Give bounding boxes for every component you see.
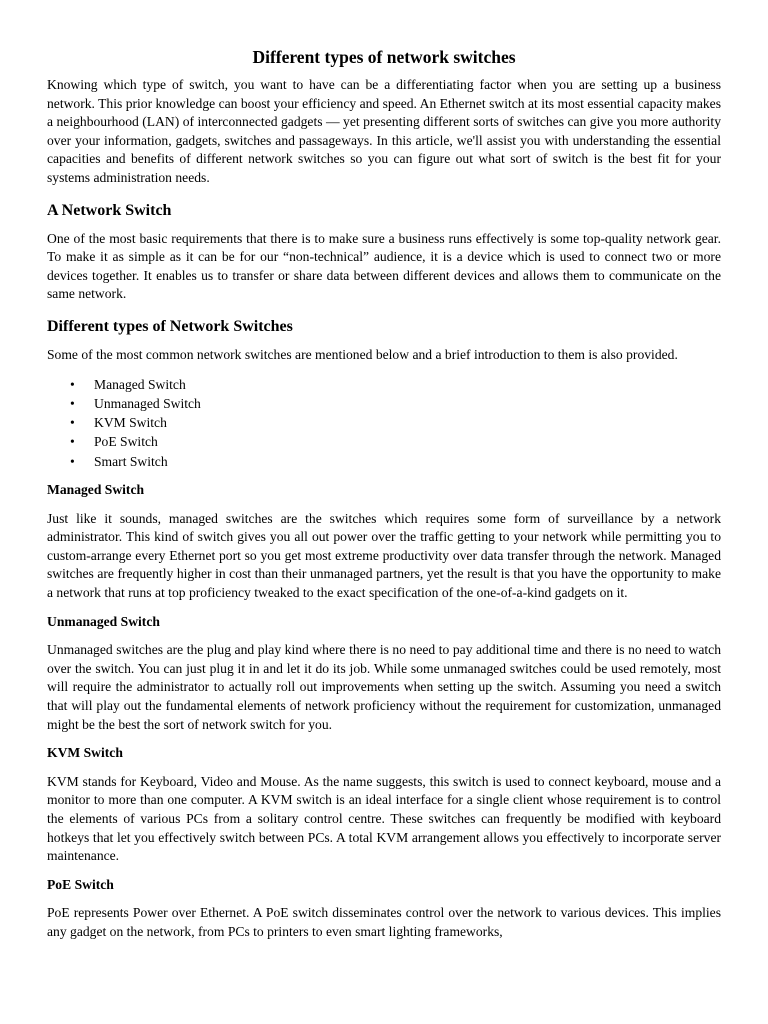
managed-switch-heading: Managed Switch	[47, 482, 145, 498]
bullet-icon: •	[70, 415, 75, 431]
list-item: • Unmanaged Switch	[47, 394, 721, 413]
unmanaged-switch-paragraph: Unmanaged switches are the plug and play kind where there is no need to pay additional time and there is no need to watch over the switch. You can just plug it in and let it do its job. While some unmanaged switches could be used remotely, most will require the administrator to actually roll out improvements when setting up the switch. Assuming you need a switch that will play out the fundamental elements of network proficiency without the requirement for customization, unmanaged might be the best the sort of network switch for you.	[47, 642, 721, 732]
list-item: • PoE Switch	[47, 432, 721, 451]
switch-types-list	[47, 375, 721, 471]
bullet-icon: •	[70, 453, 75, 469]
network-switch-heading: A Network Switch	[47, 201, 172, 219]
network-switch-paragraph: One of the most basic requirements that there is to make sure a business runs effectively is some top-quality network gear. To make it as simple as it can be for our “non-technical” audience, it is a device which is used to connect two or more devices together. It enables us to transfer or share data between different devices and allows them to communicate on the same network.	[47, 230, 721, 302]
unmanaged-switch-heading: Unmanaged Switch	[47, 613, 160, 629]
poe-switch-paragraph: PoE represents Power over Ethernet. A PoE switch disseminates control over the network to various devices. This implies any gadget on the network, from PCs to printers to even smart lighting frameworks,	[47, 905, 721, 939]
list-item: • Smart Switch	[47, 452, 721, 471]
bullet-icon: •	[70, 376, 75, 392]
kvm-switch-heading: KVM Switch	[47, 745, 123, 761]
list-item: • Managed Switch	[47, 375, 721, 394]
bullet-icon: •	[70, 434, 75, 450]
types-paragraph: Some of the most common network switches are mentioned below and a brief introduction to them is also provided.	[47, 346, 678, 362]
document-title: Different types of network switches	[252, 47, 516, 67]
list-item: • KVM Switch	[47, 413, 721, 432]
intro-paragraph: Knowing which type of switch, you want to have can be a differentiating factor when you are setting up a business network. This prior knowledge can boost your efficiency and speed. An Ethernet switch at its most essential capacity makes a neighbourhood (LAN) of interconnected gadgets — yet presenting different sorts of switches can give you more authority over your information, gadgets, switches and passageways. In this article, we'll assist you with understanding the essential capacities and benefits of different network switches so you can figure out what sort of switch is the best fit for your systems administration needs.	[47, 77, 721, 185]
kvm-switch-paragraph: KVM stands for Keyboard, Video and Mouse. As the name suggests, this switch is used to connect keyboard, mouse and a monitor to more than one computer. A KVM switch is an ideal interface for a single client whose requirement is to control the elements of various PCs from a solitary control centre. These switches can frequently be modified with keyboard hotkeys that let you effectively switch between PCs. A total KVM arrangement allows you effectively to incorporate server maintenance.	[47, 773, 721, 864]
bullet-icon: •	[70, 395, 75, 411]
poe-switch-heading: PoE Switch	[47, 876, 114, 892]
managed-switch-paragraph: Just like it sounds, managed switches are the switches which requires some form of surveillance by a network administrator. This kind of switch gives you all out power over the traffic getting to your network while permitting you to custom-arrange every Ethernet port so you get most extreme productivity over data transfer through the network. Managed switches are frequently higher in cost than their unmanaged partners, yet the result is that you have the opportunity to make a network that runs at top proficiency tweaked to the exact specification of the one-of-a-kind gadgets on it.	[47, 510, 721, 600]
types-heading: Different types of Network Switches	[47, 317, 293, 335]
